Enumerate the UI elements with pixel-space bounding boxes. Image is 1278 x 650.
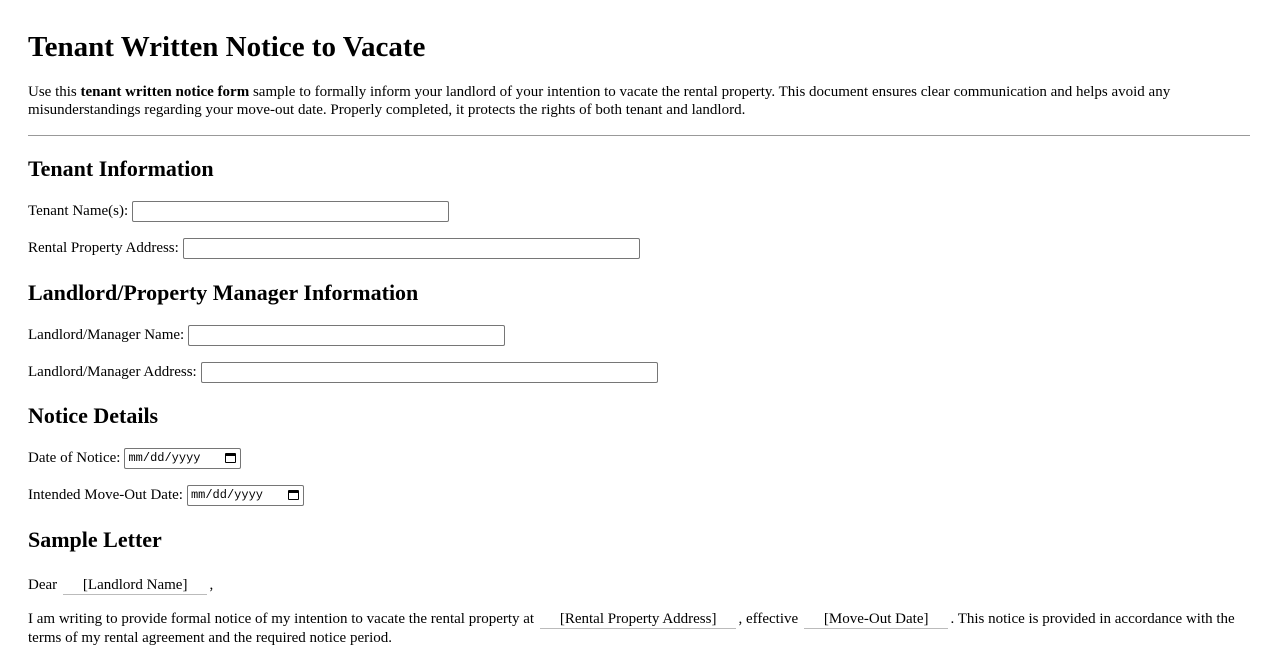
divider xyxy=(28,135,1250,136)
property-address-blank[interactable]: [Rental Property Address] xyxy=(540,610,737,629)
section-heading-letter: Sample Letter xyxy=(28,527,162,552)
notice-date-input[interactable] xyxy=(124,448,241,469)
landlord-address-row xyxy=(28,361,1250,383)
landlord-name-row xyxy=(28,324,1250,346)
landlord-name-blank[interactable]: [Landlord Name] xyxy=(63,576,208,595)
move-out-date-row xyxy=(28,484,1250,506)
letter-body xyxy=(28,610,1250,647)
letter-body-text-2: , effective xyxy=(738,611,799,627)
rental-address-input[interactable] xyxy=(183,238,640,259)
date-placeholder: mm/dd/yyyy xyxy=(190,488,263,502)
tenant-name-label: Tenant Name(s): xyxy=(28,203,129,219)
calendar-icon[interactable] xyxy=(225,453,236,463)
intro-text-end: sample to formally inform your landlord of your intention to vacate the rental property. This document ensures clear communication and helps avoid any misunderstandings regarding your move-out date. Properly completed, it protects the rights of both tenant and landlord. xyxy=(28,84,1171,118)
landlord-name-label: Landlord/Manager Name: xyxy=(28,327,185,343)
letter-body-text-3: . This notice is provided in accordance with the terms of my rental agreement and the required notice period. xyxy=(28,611,1235,646)
date-placeholder: mm/dd/yyyy xyxy=(128,451,201,465)
section-heading-landlord: Landlord/Property Manager Information xyxy=(28,280,419,305)
tenant-name-input[interactable] xyxy=(132,201,449,222)
page-title: Tenant Written Notice to Vacate xyxy=(28,31,426,63)
rental-address-label: Rental Property Address: xyxy=(28,240,179,256)
rental-address-row xyxy=(28,237,1250,259)
salutation-prefix: Dear xyxy=(28,577,58,593)
tenant-name-row xyxy=(28,200,1250,222)
notice-date-row xyxy=(28,447,1250,469)
letter-body-text-1: I am writing to provide formal notice of my intention to vacate the rental property at xyxy=(28,611,535,627)
section-heading-tenant: Tenant Information xyxy=(28,156,214,181)
landlord-address-label: Landlord/Manager Address: xyxy=(28,364,197,380)
intro-bold-text: tenant written notice form xyxy=(80,84,250,100)
notice-date-label: Date of Notice: xyxy=(28,450,121,466)
intro-text-start: Use this xyxy=(28,84,81,100)
landlord-address-input[interactable] xyxy=(201,362,658,383)
landlord-name-input[interactable] xyxy=(188,325,505,346)
calendar-icon[interactable] xyxy=(288,490,299,500)
intro-paragraph xyxy=(28,83,1250,119)
move-out-date-blank[interactable]: [Move-Out Date] xyxy=(804,610,949,629)
move-out-date-label: Intended Move-Out Date: xyxy=(28,487,183,503)
section-heading-notice: Notice Details xyxy=(28,403,159,428)
salutation-comma: , xyxy=(209,577,214,593)
letter-salutation xyxy=(28,576,1250,595)
move-out-date-input[interactable] xyxy=(187,485,304,506)
